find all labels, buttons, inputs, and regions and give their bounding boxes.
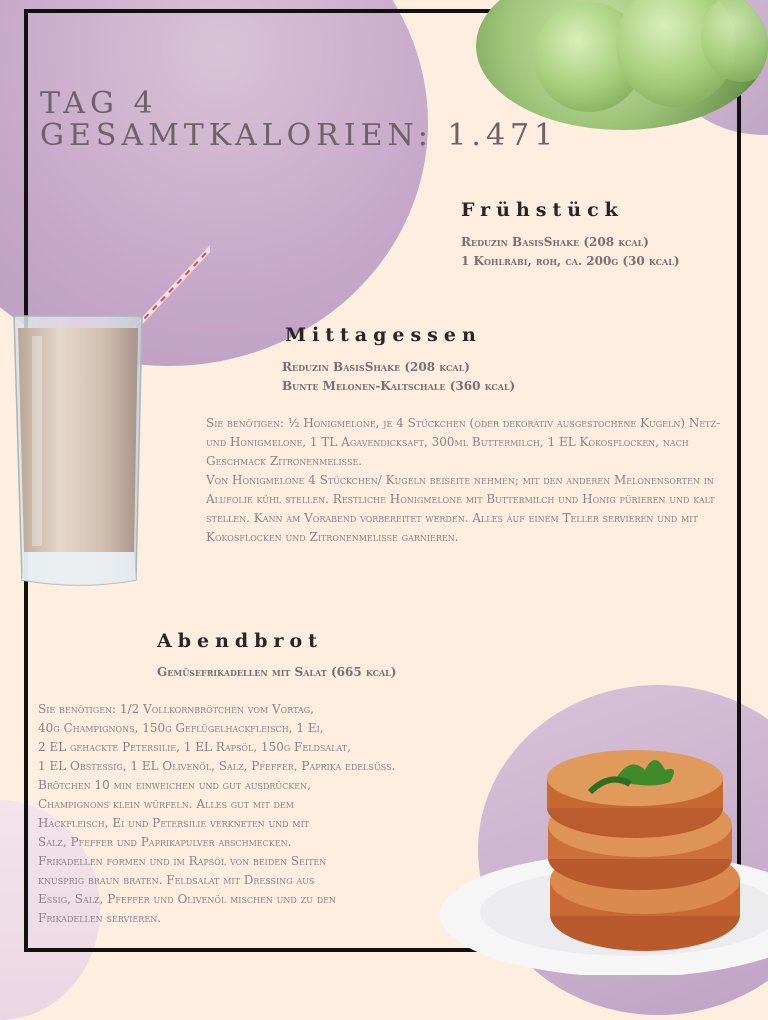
breakfast-items xyxy=(461,233,751,271)
recipe-line: knusprig braun braten. Feldsalat mit Dressing aus xyxy=(38,873,315,887)
recipe-line: Essig, Salz, Pfeffer und Olivenöl mischen und zu den xyxy=(38,892,337,906)
breakfast-heading: Frühstück xyxy=(461,199,624,221)
day-label: TAG 4 xyxy=(40,86,158,121)
lunch-item: Reduzin BasisShake (208 kcal) xyxy=(282,360,470,374)
recipe-paragraph: Sie benötigen: ½ Honigmelone, je 4 Stückchen (oder dekorativ ausgestochene Kugeln) Netz-und Honigmelone, 1 TL Agavendicksaft, 300ml Buttermilch, 1 EL Kokosflocken, nach Geschmack Zitronenmelisse. xyxy=(206,416,721,468)
breakfast-item: Reduzin BasisShake (208 kcal) xyxy=(461,235,649,249)
milkshake-glass-photo xyxy=(10,236,210,592)
dinner-recipe xyxy=(38,700,478,928)
lunch-recipe xyxy=(206,414,736,547)
recipe-line: Frikadellen formen und im Rapsöl von beiden Seiten xyxy=(38,854,327,868)
recipe-line: 1 EL Obstessig, 1 EL Olivenöl, Salz, Pfeffer, Paprika edelsüss. xyxy=(38,759,396,773)
recipe-line: Sie benötigen: 1/2 Vollkornbrötchen vom Vortag, xyxy=(38,702,314,716)
recipe-line: 40g Champignons, 150g Geflügelhackfleisch, 1 Ei, xyxy=(38,721,324,735)
vegetable-patties-photo xyxy=(440,740,768,975)
total-calories: GESAMTKALORIEN: 1.471 xyxy=(40,118,559,153)
lunch-item: Bunte Melonen-Kaltschale (360 kcal) xyxy=(282,379,516,393)
recipe-line: 2 EL gehackte Petersilie, 1 EL Rapsöl, 150g Feldsalat, xyxy=(38,740,351,754)
recipe-line: Hackfleisch, Ei und Petersilie verkneten und mit xyxy=(38,816,310,830)
recipe-paragraph: Von Honigmelone 4 Stückchen/ Kugeln beiseite nehmen; mit den anderen Melonensorten in Alufolie kühl stellen. Restliche Honigmelone mit Buttermilch und Honig pürieren und kalt stellen. Kann am Vorabend vorbereitet werden. Alles auf einem Teller servieren und mit Kokosflocken und Zitronenmelisse garnieren. xyxy=(206,473,715,544)
lunch-heading: Mittagessen xyxy=(285,324,482,346)
recipe-line: Champignons klein würfeln. Alles gut mit dem xyxy=(38,797,294,811)
dinner-items xyxy=(157,663,577,682)
page-title xyxy=(40,88,558,152)
recipe-line: Salz, Pfeffer und Paprikapulver abschmecken. xyxy=(38,835,292,849)
dinner-heading: Abendbrot xyxy=(157,630,323,652)
recipe-line: Brötchen 10 min einweichen und gut ausdrücken, xyxy=(38,778,311,792)
recipe-line: Frikadellen servieren. xyxy=(38,911,161,925)
breakfast-item: 1 Kohlrabi, roh, ca. 200g (30 kcal) xyxy=(461,254,680,268)
lunch-items xyxy=(282,358,722,396)
dinner-item: Gemüsefrikadellen mit Salat (665 kcal) xyxy=(157,665,397,679)
